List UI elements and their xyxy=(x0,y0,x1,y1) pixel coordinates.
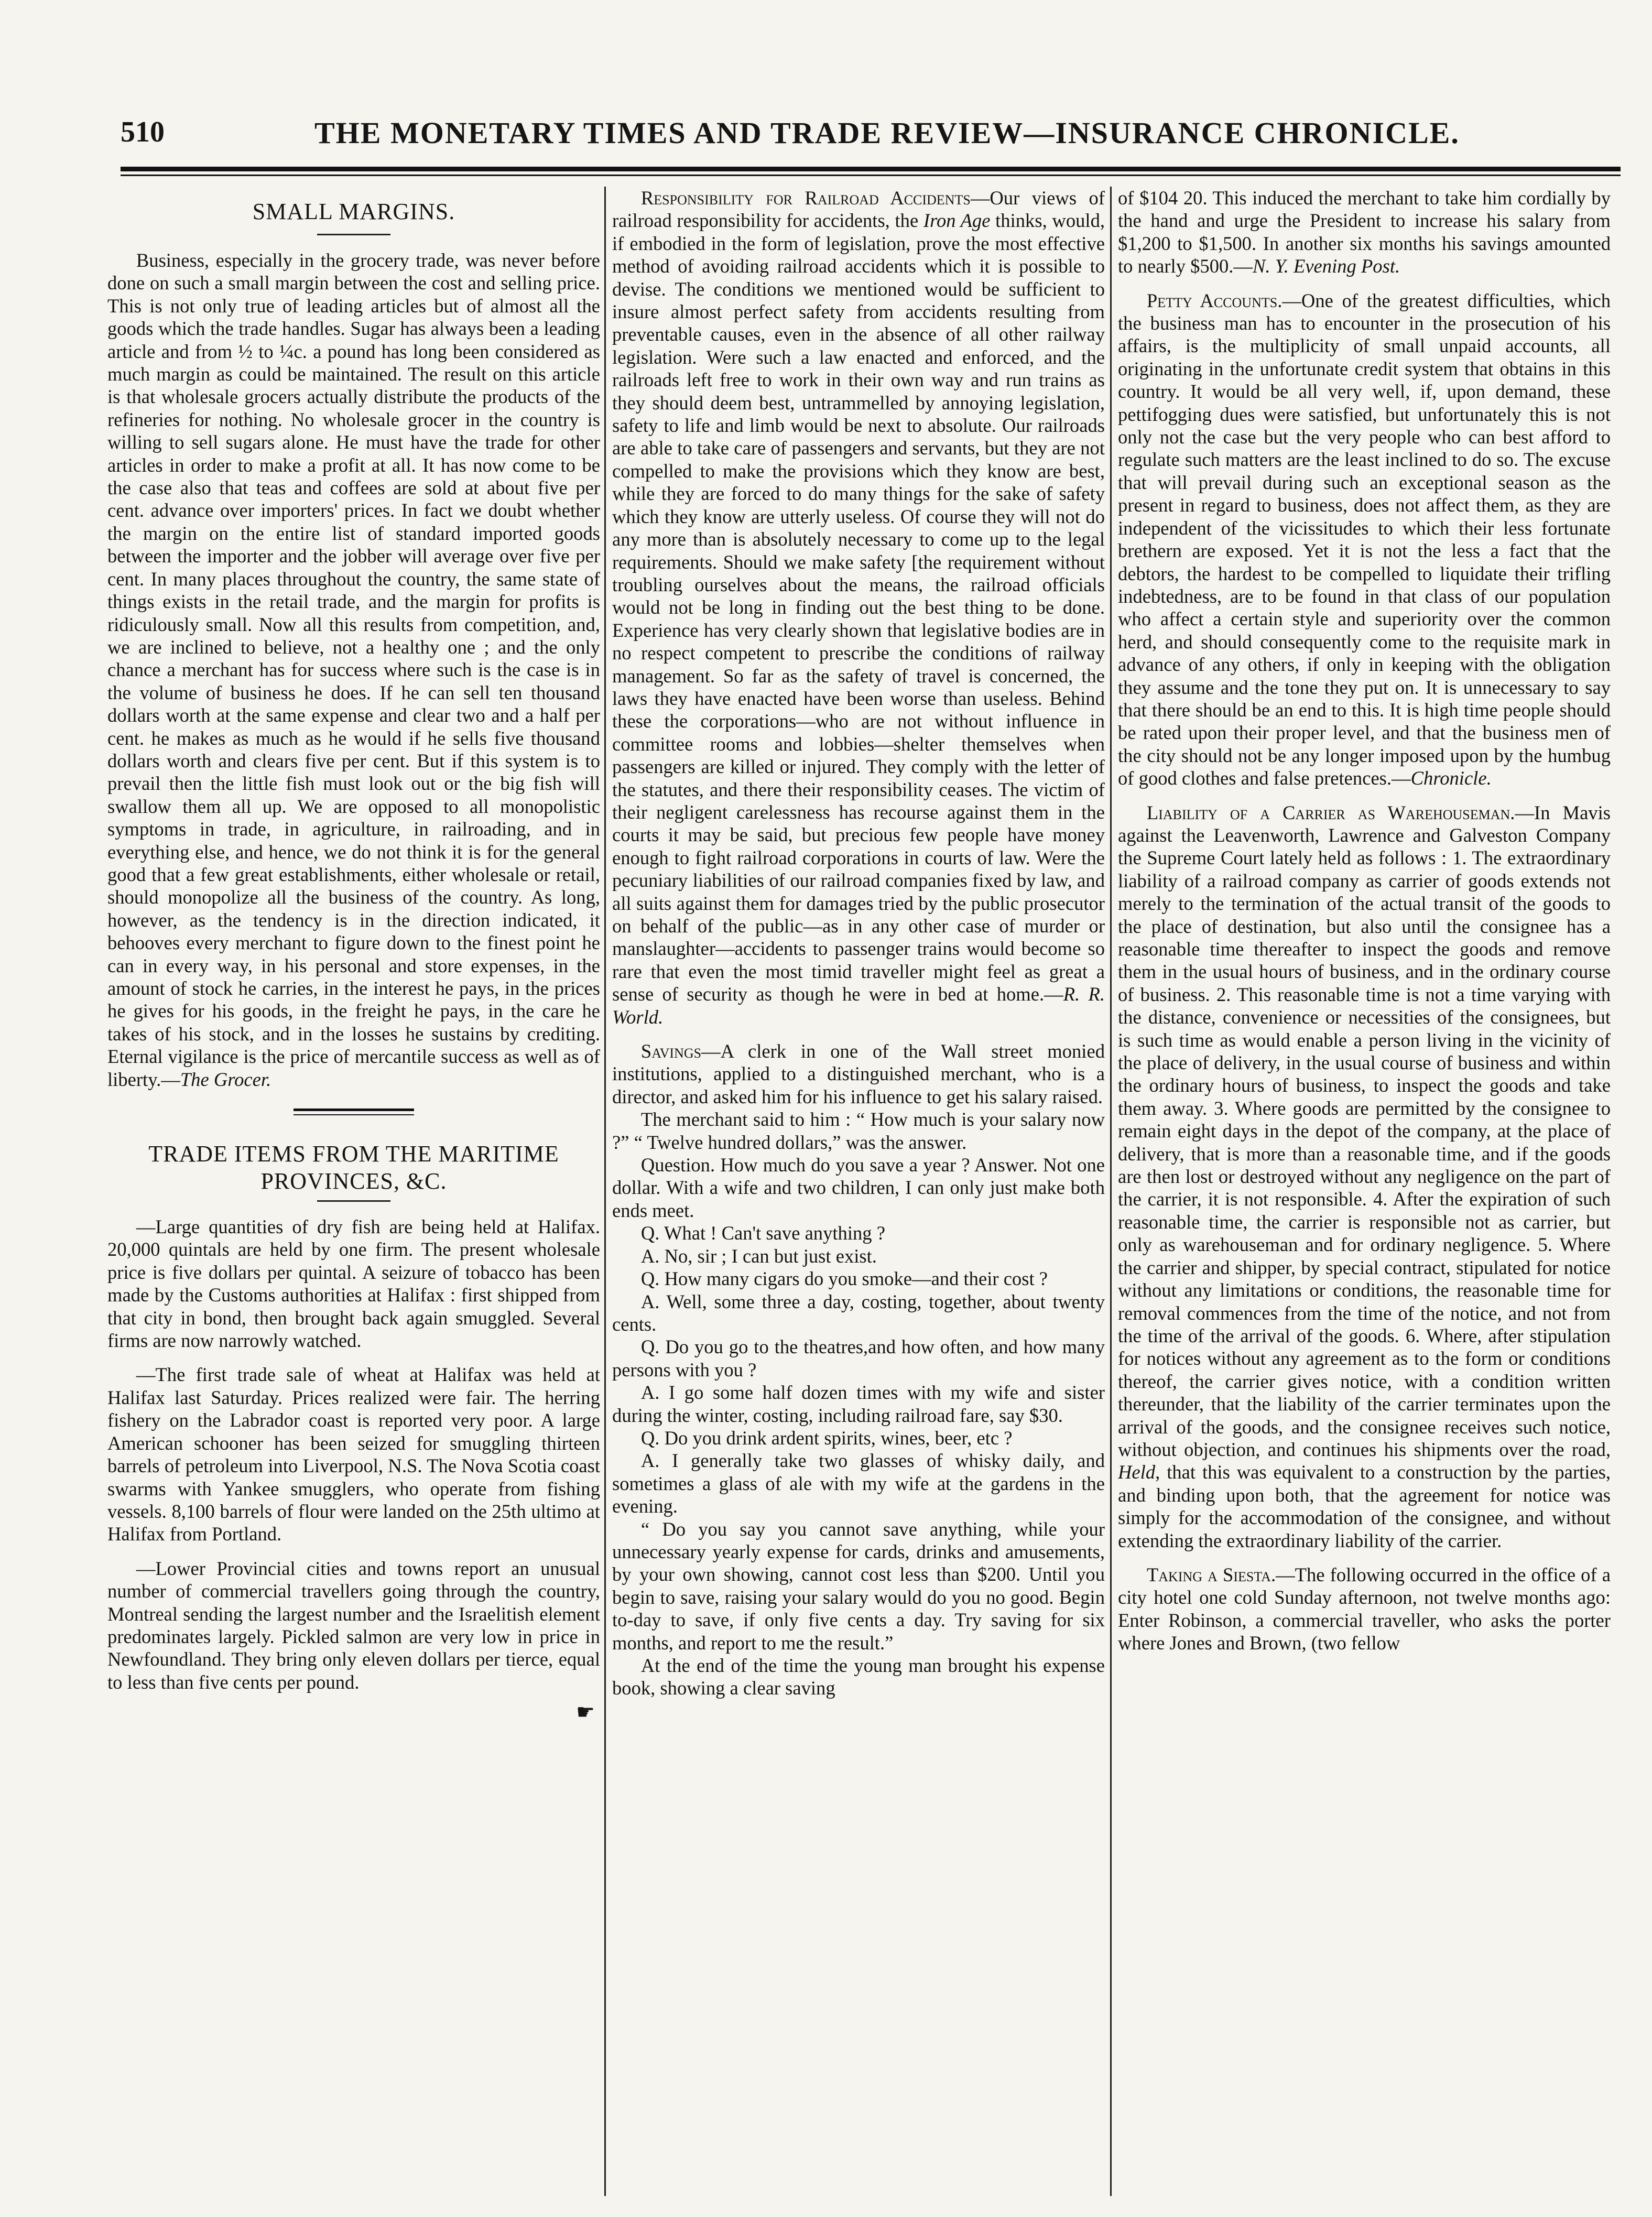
answer-line: A. No, sir ; I can but just exist. xyxy=(640,1245,877,1267)
source-credit: Chronicle. xyxy=(1410,767,1492,789)
masthead-title: THE MONETARY TIMES AND TRADE REVIEW—INSURANCE CHRONICLE. xyxy=(314,116,1460,150)
article-paragraph xyxy=(107,249,600,1091)
paragraph-text: .—One of the greatest difficulties, which the business man has to encounter in the prosecution of his affairs, is the multiplicity of small unpaid accounts, all originating in the unfortunate credit system that obtains in this country. It would be all very well, if, upon demand, these pettifogging dues were satisfied, but unfortunately this is not only not the case but the very people who can best afford to regulate such matters are the least inclined to do so. The excuse that will prevail during such an exceptional season as the present in regard to business, does not affect them, as they are independent of the vicissitudes to which their less fortunate brethern are exposed. Yet it is not the less a fact that the debtors, the hardest to be compelled to liquidate their trifling indebtedness, are to be found in that class of our population who affect a certain style and superiority over the common herd, and should consequently come to the requisite mark in advance of any others, if only in keeping with the obligation they assume and the tone they put on. It is unnecessary to say that there should be an end to this. It is high time people should be rated upon their proper level, and that the business men of the city should not be any longer imposed upon by the humbug of good clothes and false pretences.— xyxy=(1118,289,1611,789)
paragraph-text: thinks, would, if embodied in the form of legislation, prove the most effective method of avoiding railroad accidents which it is possible to devise. The conditions we mentioned would be sufficient to insure almost perfect safety from accidents resulting from preventable causes, even in the absence of all other railway legislation. Were such a law enacted and enforced, and the railroads left free to work in their own way and run trains as they should deem best, untrammelled by annoying legislation, safety to life and limb would be next to absolute. Our railroads are able to take care of passengers and servants, but they are not compelled to make the provisions which they know are best, while they are forced to do many things for the sake of safety which they know are utterly useless. Of course they will not do any more than is absolutely necessary to come up to the legal requirements. Should we make safety [the requirement without troubling ourselves about the means, the railroad officials would not be long in finding out the best thing to be done. Experience has very clearly shown that legislative bodies are in no respect competent to prescribe the conditions of railway management. So far as the safety of travel is concerned, the laws they have enacted have been worse than useless. Behind these the corporations—who are not without influence in committee rooms and lobbies—shelter themselves when passengers are killed or injured. They comply with the letter of the statutes, and there their responsibility ceases. The victim of their negligent carelessness has recourse against them in the courts it may be said, but precious few people have money enough to fight railroad corporations in courts of law. Were the pecuniary liabilities of our railroad companies fixed by law, and all suits against them for damages tried by the public prosecutor on behalf of the public—as in any other case of murder or manslaughter—accidents to passenger trains would become so rare that even the most timid traveller might feel as great a sense of security as though he were in bed at home.— xyxy=(612,210,1105,1005)
paragraph-text: —In Mavis against the Leavenworth, Lawrence and Galveston Company the Supreme Court lately held as follows : 1. The extraordinary liability of a railroad company as carrier of goods extends not merely to the termination of the actual transit of the goods to the place of destination, but also until the consignee has a reasonable time thereafter to inspect the goods and remove them in the usual hours of business, and in the ordinary course of business. 2. This reasonable time is not a time varying with the distance, convenience or necessities of the consignees, but is such time as would enable a person living in the vicinity of the place of delivery, in the usual course of business and within the ordinary hours of business, to inspect the goods and take them away. 3. Where goods are permitted by the consignee to remain eight days in the depot of the company, at the place of delivery, that is more than a reasonable time, and if the goods are then lost or destroyed without any negligence on the part of the carrier, it is not responsible. 4. After the expiration of such reasonable time, the carrier is responsible not as carrier, but only as warehouseman and for ordinary negligence. 5. Where the carrier and shipper, by special contract, stipulated for notice without any limitations or conditions, the reasonable time for removal commences from the time of the notice, and not from the time of the arrival of the goods. 6. Where, after stipulation for notices without any agreement as to the form or conditions thereof, the carrier gives notice, with a condition written thereunder, that the liability of the carrier terminates upon the arrival of the goods, and the consignee receives such notice, without objection, and continues his shipments over the road, xyxy=(1118,801,1611,1460)
article-paragraph xyxy=(612,1040,1105,1108)
paragraph-text: —Our views of railroad responsibility for accidents, the xyxy=(612,187,1105,232)
section-head: Responsibility for Railroad Accidents xyxy=(640,187,971,209)
question-line: Q. Do you drink ardent spirits, wines, beer, etc ? xyxy=(640,1427,1013,1449)
column-2 xyxy=(612,187,1105,2196)
question-line: Q. What ! Can't save anything ? xyxy=(640,1222,885,1244)
article-title-small-margins: SMALL MARGINS. xyxy=(252,199,455,224)
article-title-trade-items: TRADE ITEMS FROM THE MARITIME PROVINCES, &C. xyxy=(148,1141,559,1194)
paragraph-text: of $104 20. This induced the merchant to take him cordially by the hand and urge the President to increase his salary from $1,200 to $1,500. In another six months his savings amounted to nearly $500.— xyxy=(1118,187,1611,277)
page-header xyxy=(121,115,1615,162)
page-number: 510 xyxy=(121,116,165,148)
article-paragraph xyxy=(1118,187,1611,278)
question-line: Q. How many cigars do you smoke—and their cost ? xyxy=(640,1268,1048,1290)
article-paragraph: —Lower Provincial cities and towns report an unusual number of commercial travellers going through the country, Montreal sending the largest number and the Israelitish element predominates largely. Pickled salmon are very low in price in Newfoundland. They bring only eleven dollars per tierce, equal to less than five cents per pound. xyxy=(107,1557,600,1693)
paragraph-text: .—The following occurred in the office of a city hotel one cold Sunday afternoon, not twelve months ago: Enter Robinson, a commercial traveller, who asks the porter where Jones and Brown, (two fellow xyxy=(1118,1563,1611,1654)
article-paragraph xyxy=(1118,289,1611,790)
paragraph-text: , that this was equivalent to a construction by the parties, and binding upon both, that the agreement for notice was simply for the accommodation of the consignee, and without extending the extraordinary liability of the carrier. xyxy=(1118,1461,1611,1551)
source-credit: Iron Age xyxy=(923,210,991,232)
column-3 xyxy=(1118,187,1611,2196)
question-line: Q. Do you go to the theatres,and how often, and how many persons with you ? xyxy=(612,1336,1105,1381)
answer-line: A. Well, some three a day, costing, together, about twenty cents. xyxy=(612,1290,1105,1335)
section-separator xyxy=(294,1108,414,1115)
emphasis-text: Held xyxy=(1118,1461,1156,1483)
paragraph-text: —A clerk in one of the Wall street monied institutions, applied to a distinguished merchant, who is a director, and asked him for his influence to get his salary raised. xyxy=(612,1040,1105,1107)
article-paragraph: —Large quantities of dry fish are being held at Halifax. 20,000 quintals are held by one firm. The present wholesale price is five dollars per quintal. A seizure of tobacco has been made by the Customs authorities at Halifax : first shipped from that city in bond, then brought back again smuggled. Several firms are now narrowly watched. xyxy=(107,1216,600,1352)
section-head: Taking a Siesta xyxy=(1146,1563,1271,1585)
article-paragraph: At the end of the time the young man brought his expense book, showing a clear saving xyxy=(612,1655,1105,1699)
ornament-mark: ☛ xyxy=(576,1700,595,1724)
article-paragraph: Question. How much do you save a year ? Answer. Not one dollar. With a wife and two children, I can only just make both ends meet. xyxy=(612,1154,1105,1221)
section-head: Savings xyxy=(640,1040,702,1062)
article-paragraph xyxy=(1118,1563,1611,1655)
source-credit: The Grocer. xyxy=(180,1068,271,1090)
article-paragraph xyxy=(612,187,1105,1028)
article-paragraph: The merchant said to him : “ How much is your salary now ?” “ Twelve hundred dollars,” was the answer. xyxy=(612,1108,1105,1153)
header-rule-thick xyxy=(121,167,1621,171)
answer-line: A. I generally take two glasses of whisky daily, and sometimes a glass of ale with my wife at the gardens in the evening. xyxy=(612,1450,1105,1517)
title-rule xyxy=(317,1200,390,1202)
title-rule xyxy=(317,234,390,235)
section-head: Petty Accounts xyxy=(1146,289,1278,311)
column-divider xyxy=(1110,187,1112,2196)
source-credit: R. R. World. xyxy=(612,983,1105,1028)
article-paragraph: “ Do you say you cannot save anything, while your unnecessary yearly expense for cards, drinks and amusements, by your own showing, cannot cost less than $200. Until you begin to save, raising your salary would do you no good. Begin to-day to save, if only five cents a day. Try saving for six months, and report to me the result.” xyxy=(612,1518,1105,1654)
source-credit: N. Y. Evening Post. xyxy=(1253,255,1400,277)
column-divider xyxy=(604,187,606,2196)
answer-line: A. I go some half dozen times with my wife and sister during the winter, costing, including railroad fare, say $30. xyxy=(612,1382,1105,1426)
article-paragraph: —The first trade sale of wheat at Halifax was held at Halifax last Saturday. Prices realized were fair. The herring fishery on the Labrador coast is reported very poor. A large American schooner has been seized for smuggling thirteen barrels of petroleum into Liverpool, N.S. The Nova Scotia coast swarms with Yankee smugglers, who operate from fishing vessels. 8,100 barrels of flour were landed on the 25th ultimo at Halifax from Portland. xyxy=(107,1364,600,1545)
header-rule-thin xyxy=(121,175,1621,176)
article-paragraph xyxy=(1118,801,1611,1552)
paragraph-text: Business, especially in the grocery trade, was never before done on such a small margin between the cost and selling price. This is not only true of leading articles but of almost all the goods which the trade handles. Sugar has always been a leading article and from ½ to ¼c. a pound has long been considered as much margin as could be maintained. The result on this article is that wholesale grocers actually distribute the products of the refineries for nothing. No wholesale grocer in the country is willing to sell sugars alone. He must have the trade for other articles in order to make a profit at all. It has now come to be the case also that teas and coffees are sold at about five per cent. advance over importers' prices. In fact we doubt whether the margin on the entire list of standard imported goods between the importer and the jobber will average over five per cent. In many places throughout the country, the same state of things exists in the retail trade, and the margin for profits is ridiculously small. Now all this results from competition, and, we are inclined to believe, not a healthy one ; and the only chance a merchant has for success where such is the case is in the volume of business he does. If he can sell ten thousand dollars worth at the same expense and clear two and a half per cent. he makes as much as he would if he sells five thousand dollars worth and clears five per cent. But if this system is to prevail then the little fish must look out or the big fish will swallow them all up. We are opposed to all monopolistic symptoms in trade, in agriculture, in railroading, and in everything else, and hence, we do not think it is for the general good that a few great establishments, either wholesale or retail, should monopolize all the business of the country. As long, however, as the tendency is in the direction indicated, it behooves every merchant to figure down to the finest point he can in every way, in his personal and store expenses, in the amount of stock he carries, in the interest he pays, in the prices he gives for his goods, in the freight he pays, in the care he takes of his stock, and in the losses he sustains by crediting. Eternal vigilance is the price of mercantile success as well as of liberty.— xyxy=(107,249,600,1090)
column-1 xyxy=(107,187,600,2196)
section-head: Liability of a Carrier as Warehouseman. xyxy=(1146,801,1515,823)
